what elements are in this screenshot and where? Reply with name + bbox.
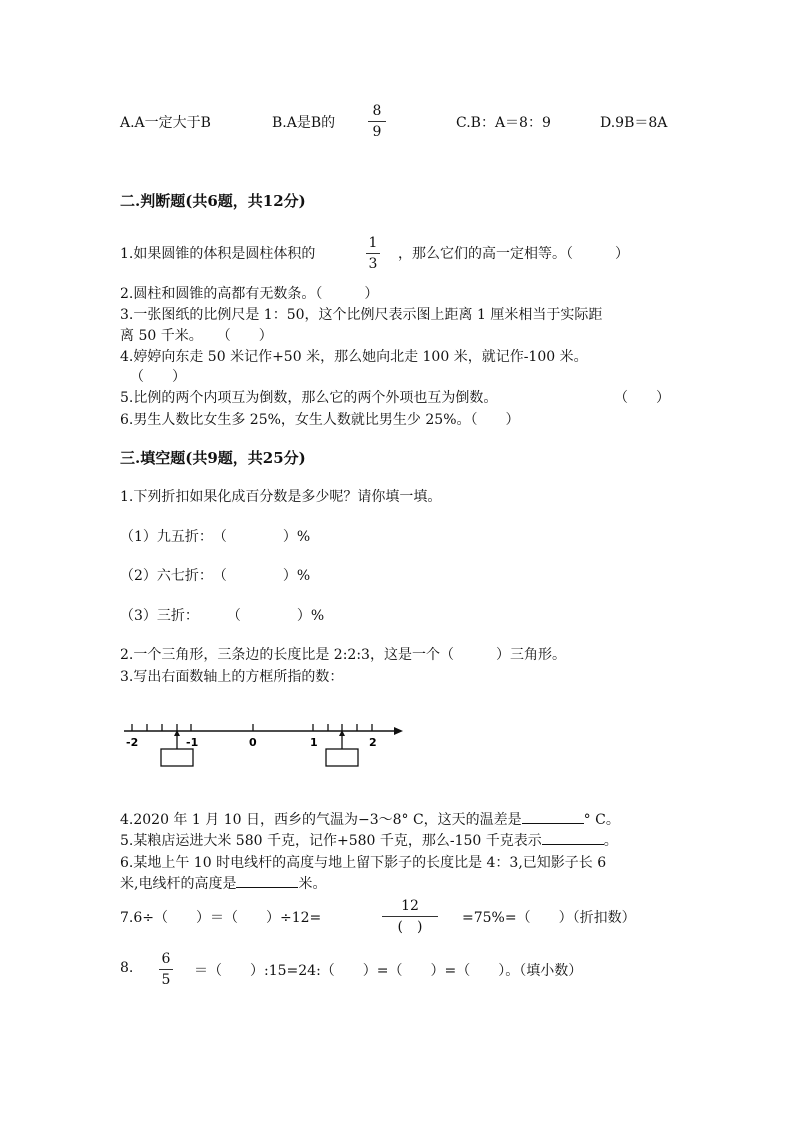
s2-q1-suffix: ，那么它们的高一定相等。（ ） [398,246,629,262]
s3-q4-suffix: ° C。 [583,812,620,828]
fraction-denominator: 5 [161,972,171,988]
s2-q5: 5.比例的两个内项互为倒数，那么它的两个外项也互为倒数。 [120,390,498,406]
fraction-denominator: 3 [368,256,378,272]
s3-q6-suffix: 米。 [298,876,327,892]
fraction-numerator: 8 [372,103,382,119]
s2-q6: 6.男生人数比女生多 25%，女生人数就比男生少 25%。（ ） [120,412,520,428]
fraction-bar [382,916,438,917]
s3-q7-suffix: =75%=（ ）（折扣数） [462,910,636,926]
fraction-numerator: 1 [368,235,378,251]
axis-arrow [394,727,403,735]
fraction-denominator: 9 [372,124,382,140]
s3-q8-prefix: 8. [120,960,134,976]
fraction-bar [368,121,386,122]
axis-label-neg1: -1 [186,736,199,749]
s3-q1: 1.下列折扣如果化成百分数是多少呢？请你填一填。 [120,489,442,505]
answer-box-left [161,749,193,766]
axis-label-0: 0 [249,736,257,749]
fraction-numerator: 12 [401,898,419,914]
s3-q7-fraction [382,898,438,935]
option-c: C.B：A＝8：9 [456,115,551,131]
s3-q5-text: 5.某粮店运进大米 580 千克，记作+580 千克，那么-150 千克表示 [120,833,542,849]
s3-q4 [120,809,620,829]
s3-q1-item-3: （3）三折： （ ）% [120,608,325,624]
s2-q3-line1: 3.一张图纸的比例尺是 1：50，这个比例尺表示图上距离 1 厘米相当于实际距 [120,307,603,323]
s3-q5 [120,830,618,850]
s3-q3: 3.写出右面数轴上的方框所指的数： [120,669,344,685]
axis-ticks [132,724,372,731]
s3-q5-suffix: 。 [603,833,618,849]
s3-q6-blank[interactable] [236,873,298,888]
s2-q5-paren: （ ） [614,390,670,406]
s2-q1-prefix: 1.如果圆锥的体积是圆柱体积的 [120,246,316,262]
s2-q1-fraction [366,235,380,272]
axis-label-1: 1 [310,736,318,749]
s3-q4-blank[interactable] [522,809,584,824]
option-b-label: B.A是B的 [272,115,336,131]
fraction-bar [366,253,380,254]
s3-q7-prefix: 7.6÷（ ）＝（ ）÷12= [120,910,322,926]
s3-q6-line2 [120,873,326,893]
section3-title: 三.填空题(共9题，共25分) [120,449,306,467]
axis-label-2: 2 [369,736,377,749]
s3-q8-fraction [159,951,173,988]
s2-q4-line1: 4.婷婷向东走 50 米记作+50 米，那么她向北走 100 米，就记作-100 米。 [120,349,588,365]
s3-q1-item-1: （1）九五折： （ ）% [120,529,311,545]
s3-q8-suffix: ＝（ ）:15=24:（ ）=（ ）=（ ）。（填小数） [194,963,583,979]
s3-q6-line1: 6.某地上午 10 时电线杆的高度与地上留下影子的长度比是 4：3,已知影子长 6 [120,855,607,871]
axis-label-neg2: -2 [126,736,139,749]
number-line-figure [120,712,405,770]
s3-q5-blank[interactable] [542,830,604,845]
s3-q1-item-2: （2）六七折： （ ）% [120,568,311,584]
s3-q6-text: 米,电线杆的高度是 [120,876,237,892]
fraction-denominator: ( ) [397,919,423,935]
s2-q4-line2: （ ） [130,369,186,385]
s2-q3-line2: 离 50 千米。 （ ） [120,328,273,344]
option-b-fraction [368,103,386,140]
s3-q2: 2.一个三角形，三条边的长度比是 2:2:3，这是一个（ ）三角形。 [120,647,566,663]
answer-box-right [326,749,358,766]
option-a: A.A一定大于B [120,115,211,131]
fraction-numerator: 6 [161,951,171,967]
s3-q4-text: 4.2020 年 1 月 10 日，西乡的气温为−3～8° C，这天的温差是 [120,812,522,828]
fraction-bar [159,969,173,970]
section2-title: 二.判断题(共6题，共12分) [120,192,306,210]
s2-q2: 2.圆柱和圆锥的高都有无数条。（ ） [120,286,379,302]
option-d: D.9B＝8A [600,115,668,131]
